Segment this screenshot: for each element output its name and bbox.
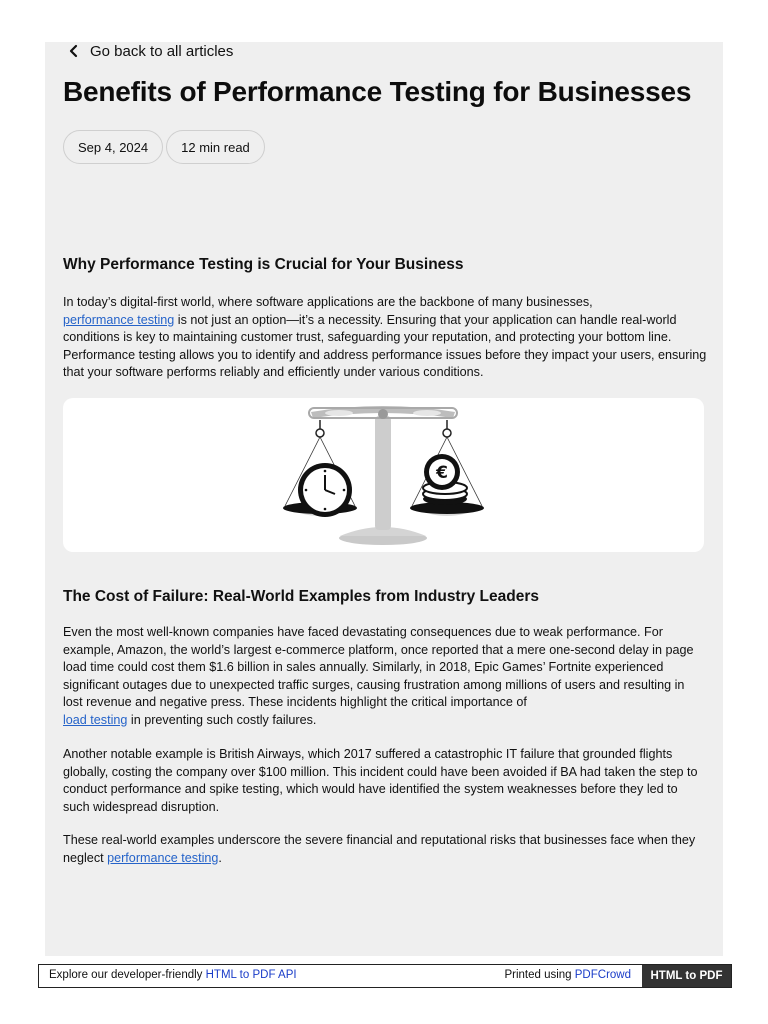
paragraph-text: These real-world examples underscore the severe financial and reputational risks that businesses face when they neglect [63, 833, 696, 865]
paragraph-british-airways: Another notable example is British Airways, which 2017 suffered a catastrophic IT failure that grounded flights globally, costing the company over $100 million. This incident could have been avoided if BA had taken the step to conduct performance and spike testing, which would have identified the system weaknesses before they led to such widespread disruption. [63, 747, 698, 814]
html-to-pdf-api-link[interactable]: HTML to PDF API [205, 969, 297, 981]
back-link-label: Go back to all articles [90, 42, 234, 60]
paragraph-text: Even the most well-known companies have faced devastating consequences due to weak performance. For example, Amazon, the world’s largest e-commerce platform, once reported that a mere one-second delay in page load time could cost them $1.6 billion in sales annually. Similarly, in 2018, Epic Games’ Fortnite experienced significant outages due to unexpected traffic surges, causing frustration among millions of users and resulting in lost revenue and negative press. These incidents highlight the critical importance of [63, 625, 694, 710]
footer-printed [504, 969, 631, 981]
paragraph-conclusion [63, 832, 707, 867]
page-title: Benefits of Performance Testing for Businesses [63, 76, 692, 107]
balance-scale-clock-vs-euro-icon [63, 398, 704, 552]
footer-printed-text: Printed using [504, 969, 575, 981]
html-to-pdf-button[interactable]: HTML to PDF [642, 965, 731, 987]
paragraph-text: In today’s digital-first world, where software applications are the backbone of many businesses, [63, 295, 593, 309]
pdfcrowd-link[interactable]: PDFCrowd [574, 969, 631, 981]
pdf-footer-bar [38, 964, 732, 988]
back-to-articles-link[interactable] [66, 41, 233, 61]
paragraph-text: in preventing such costly failures. [127, 712, 317, 727]
performance-testing-link-2[interactable]: performance testing [107, 850, 219, 865]
footer-explore-text: Explore our developer-friendly [49, 969, 206, 981]
article-meta [63, 130, 265, 164]
date-badge: Sep 4, 2024 [63, 130, 163, 164]
svg-text:€: € [436, 463, 448, 483]
section-heading-why: Why Performance Testing is Crucial for Your Business [63, 256, 464, 273]
paragraph-why [63, 294, 707, 382]
paragraph-text: . [218, 850, 222, 865]
read-time-badge: 12 min read [166, 130, 265, 164]
paragraph-cost-examples [63, 624, 707, 730]
paragraph-text: is not just an option—it’s a necessity. Ensuring that your application can handle real-world conditions is key to maintaining customer trust, safeguarding your reputation, and protecting your bottom line. Performance testing allows you to identify and address performance issues before they impact your users, ensuring that your software performs reliably and efficiently under various conditions. [63, 312, 707, 380]
chevron-left-icon [66, 43, 82, 59]
section-heading-cost-of-failure: The Cost of Failure: Real-World Examples from Industry Leaders [63, 588, 540, 605]
load-testing-link[interactable]: load testing [63, 712, 128, 727]
footer-explore [49, 969, 297, 981]
performance-testing-link[interactable]: performance testing [63, 312, 175, 327]
article-illustration [63, 398, 704, 552]
